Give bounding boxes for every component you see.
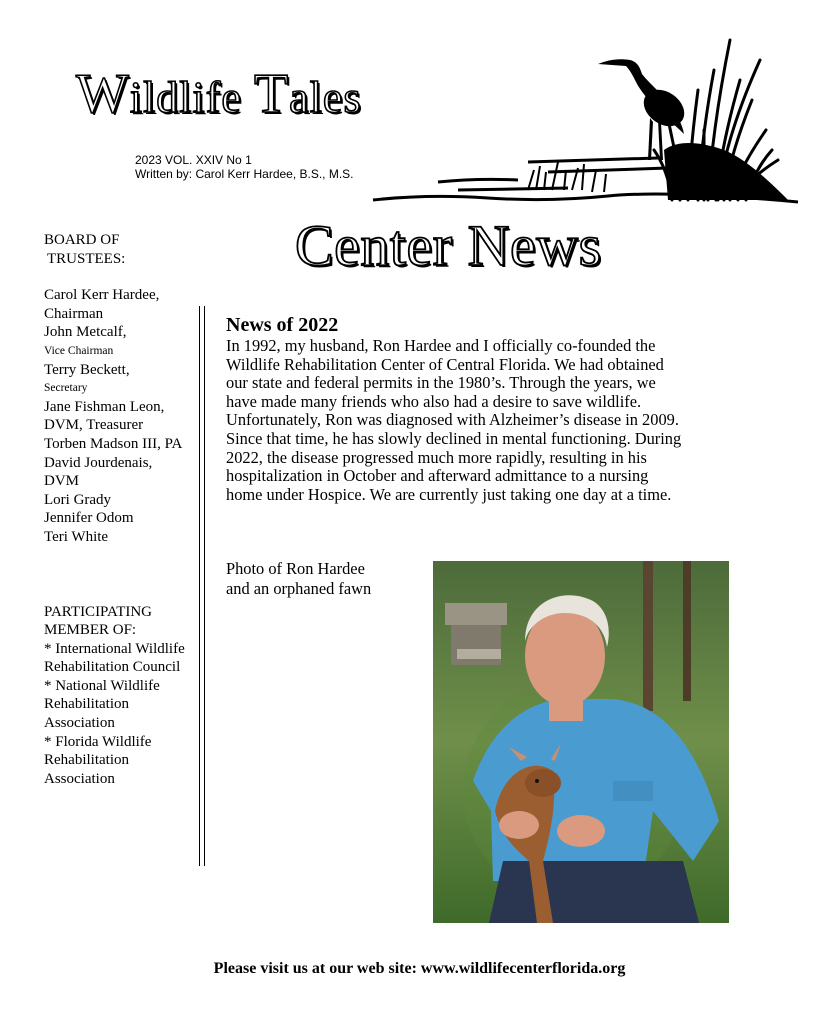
trustee-line: Teri White [44,528,109,545]
member-line: Rehabilitation Council [44,659,181,676]
trustee-line: DVM [44,473,80,490]
article [226,313,746,504]
article-line: 2022, the disease progressed much more rapidly, resulting in his [226,447,647,467]
article-line: have made many friends who also had a desire to save wildlife. [226,391,642,411]
member-heading: PARTICIPATING MEMBER OF: [44,603,153,639]
article-line: home under Hospice. We are currently just taking one day at a time. [226,484,672,504]
trustee-line: Secretary [44,382,88,395]
article-heading: News of 2022 [226,314,339,336]
newsletter-title: Wildlife Tales [76,63,362,125]
article-line: Unfortunately, Ron was diagnosed with Alzheimer’s disease in 2009. [226,410,679,430]
member-line: Rehabilitation [44,752,129,769]
section-title: Center News [295,213,602,278]
trustee-line: John Metcalf, [44,324,127,341]
author-line: Written by: Carol Kerr Hardee, B.S., M.S. [135,167,354,181]
trustee-line: Lori Grady [44,491,112,508]
board-heading: BOARD OF TRUSTEES: [44,232,126,267]
trustee-line: DVM, Treasurer [44,417,144,434]
member-line: Association [44,770,115,787]
website-footer: Please visit us at our web site: www.wildlifecenterflorida.org [213,960,626,977]
heron-silhouette-illustration [368,30,808,210]
member-line: * National Wildlife [44,677,160,694]
photo-man-with-fawn [433,561,729,923]
article-line: Since that time, he has slowly declined in mental functioning. During [226,428,682,448]
trustee-line: Terry Beckett, [44,361,130,378]
column-divider [199,306,205,866]
issue-number: 2023 VOL. XXIV No 1 [135,153,252,167]
member-line: * International Wildlife [44,640,185,657]
member-line: * Florida Wildlife [44,733,152,750]
member-list [44,640,204,789]
member-line: Rehabilitation [44,696,129,713]
article-line: In 1992, my husband, Ron Hardee and I officially co-founded the [226,336,656,355]
trustee-line: Jane Fishman Leon, [44,398,165,415]
trustee-list [44,286,204,546]
article-line: hospitalization in October and afterward admittance to a nursing [226,466,649,486]
trustee-line: Jennifer Odom [44,510,134,527]
article-line: our state and federal permits in the 1980’s. Through the years, we [226,373,656,393]
trustee-line: Torben Madson III, PA [44,435,183,452]
issue-info [135,153,354,181]
sidebar [44,231,204,788]
trustee-line: Chairman [44,305,104,322]
trustee-line: David Jourdenais, [44,454,153,471]
member-line: Association [44,715,115,732]
trustee-line: Carol Kerr Hardee, [44,287,160,304]
trustee-line: Vice Chairman [44,344,114,357]
photo-caption: Photo of Ron Hardee and an orphaned fawn [226,559,372,598]
article-line: Wildlife Rehabilitation Center of Central Florida. We had obtained [226,354,664,374]
